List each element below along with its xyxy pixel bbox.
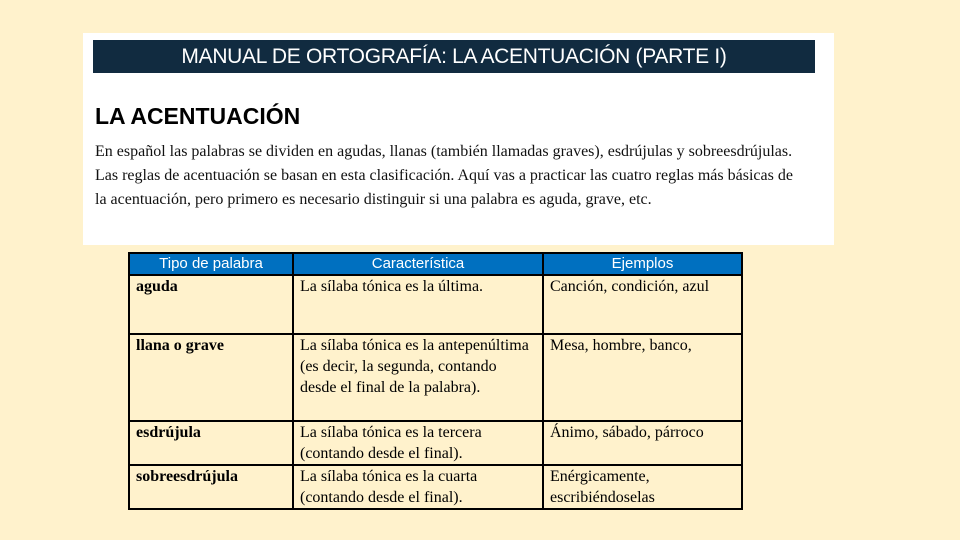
cell-ejemplos: Enérgicamente, escribiéndoselas — [543, 465, 742, 509]
header-tipo: Tipo de palabra — [129, 253, 293, 275]
table-row — [129, 334, 742, 421]
intro-paragraph: En español las palabras se dividen en agudas, llanas (también llamadas graves), esdrújulas y sobreesdrújulas. Las reglas de acentuación se basan en esta clasificación. Aquí vas a practicar las cuatro reglas más básicas de la acentuación, pero primero es necesario distinguir si una palabra es aguda, grave, etc. — [95, 143, 793, 208]
cell-tipo: aguda — [129, 275, 293, 334]
cell-tipo: llana o grave — [129, 334, 293, 421]
cell-caracteristica: La sílaba tónica es la tercera (contando desde el final). — [293, 421, 543, 465]
cell-caracteristica: La sílaba tónica es la cuarta (contando desde el final). — [293, 465, 543, 509]
cell-caracteristica: La sílaba tónica es la última. — [293, 275, 543, 334]
cell-caracteristica: La sílaba tónica es la antepenúltima (es decir, la segunda, contando desde el final de la palabra). — [293, 334, 543, 421]
section-heading: LA ACENTUACIÓN — [95, 103, 301, 129]
table-row — [129, 421, 742, 465]
title-banner: MANUAL DE ORTOGRAFÍA: LA ACENTUACIÓN (PARTE I) — [93, 40, 815, 73]
cell-ejemplos: Ánimo, sábado, párroco — [543, 421, 742, 465]
table-header-row — [129, 253, 742, 275]
table-row — [129, 465, 742, 509]
header-ejemplos: Ejemplos — [543, 253, 742, 275]
cell-tipo: sobreesdrújula — [129, 465, 293, 509]
cell-ejemplos: Canción, condición, azul — [543, 275, 742, 334]
table-row — [129, 275, 742, 334]
cell-ejemplos: Mesa, hombre, banco, — [543, 334, 742, 421]
cell-tipo: esdrújula — [129, 421, 293, 465]
document-image — [83, 33, 834, 245]
word-type-table — [128, 252, 743, 510]
header-caracteristica: Característica — [293, 253, 543, 275]
